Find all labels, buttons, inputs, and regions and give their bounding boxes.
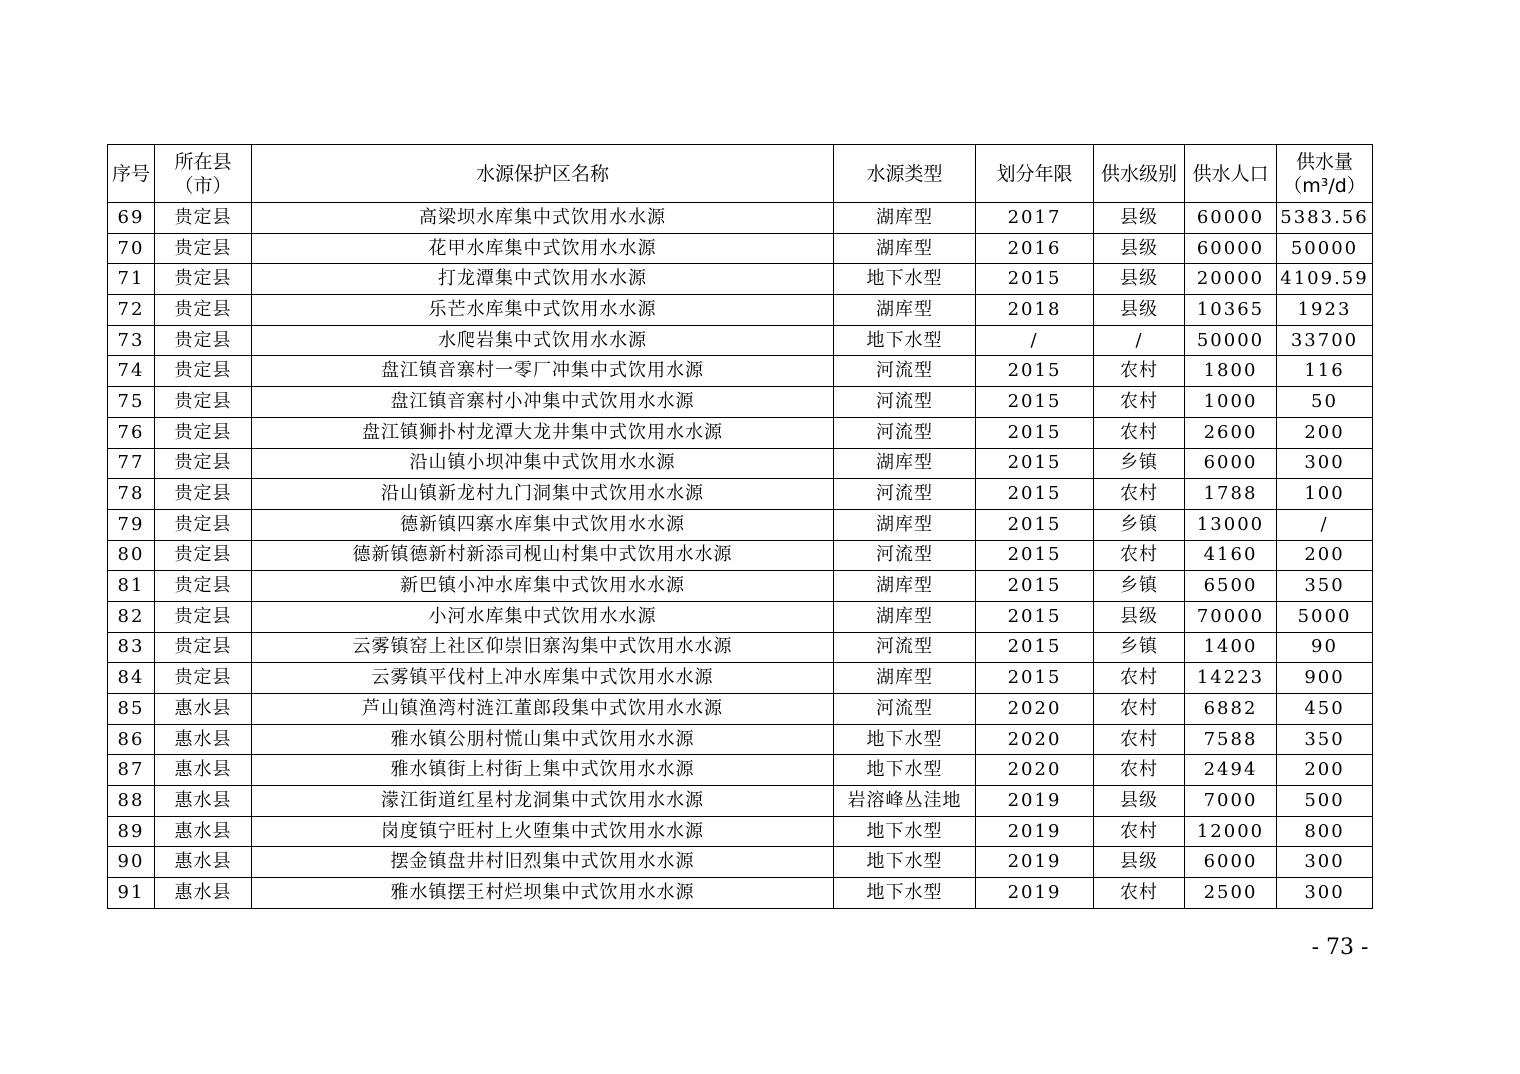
cell-county: 贵定县	[155, 264, 252, 295]
cell-supply-volume: 1923	[1277, 295, 1373, 326]
cell-supply-volume: 5383.56	[1277, 203, 1373, 234]
cell-supply-level: 县级	[1094, 233, 1185, 264]
cell-population: 1400	[1185, 632, 1277, 663]
cell-year: 2019	[976, 878, 1094, 909]
table-row	[108, 417, 1373, 448]
cell-source-type: 湖库型	[834, 448, 976, 479]
header-supply-volume-line: 供水量	[1295, 150, 1353, 173]
cell-supply-level: /	[1094, 325, 1185, 356]
cell-supply-volume: 450	[1277, 694, 1373, 725]
cell-county: 贵定县	[155, 663, 252, 694]
cell-index: 83	[108, 632, 155, 663]
cell-source-type: 湖库型	[834, 233, 976, 264]
cell-year: 2015	[976, 540, 1094, 571]
cell-source-type: 地下水型	[834, 724, 976, 755]
cell-source-type: 湖库型	[834, 601, 976, 632]
cell-source-name: 小河水库集中式饮用水水源	[252, 601, 834, 632]
cell-source-name: 云雾镇平伐村上冲水库集中式饮用水水源	[252, 663, 834, 694]
cell-supply-volume: 5000	[1277, 601, 1373, 632]
cell-supply-volume: 300	[1277, 448, 1373, 479]
cell-index: 72	[108, 295, 155, 326]
cell-population: 70000	[1185, 601, 1277, 632]
cell-index: 75	[108, 387, 155, 418]
cell-county: 贵定县	[155, 325, 252, 356]
cell-supply-volume: 100	[1277, 479, 1373, 510]
cell-year: 2019	[976, 786, 1094, 817]
cell-supply-volume: 116	[1277, 356, 1373, 387]
table-row	[108, 663, 1373, 694]
cell-population: 1800	[1185, 356, 1277, 387]
cell-year: /	[976, 325, 1094, 356]
cell-county: 贵定县	[155, 479, 252, 510]
cell-year: 2015	[976, 601, 1094, 632]
cell-county: 贵定县	[155, 417, 252, 448]
cell-source-name: 新巴镇小冲水库集中式饮用水水源	[252, 571, 834, 602]
table-row	[108, 601, 1373, 632]
cell-index: 85	[108, 694, 155, 725]
cell-county: 惠水县	[155, 694, 252, 725]
cell-population: 6000	[1185, 847, 1277, 878]
cell-supply-level: 农村	[1094, 755, 1185, 786]
header-source-name	[252, 145, 834, 203]
header-county	[155, 145, 252, 203]
cell-county: 惠水县	[155, 755, 252, 786]
cell-source-type: 岩溶峰丛洼地	[834, 786, 976, 817]
cell-source-type: 湖库型	[834, 295, 976, 326]
table-row	[108, 786, 1373, 817]
header-year-line: 划分年限	[996, 162, 1073, 185]
cell-supply-volume: 200	[1277, 755, 1373, 786]
cell-supply-level: 农村	[1094, 387, 1185, 418]
cell-index: 77	[108, 448, 155, 479]
header-index	[108, 145, 155, 203]
table-row	[108, 724, 1373, 755]
cell-supply-volume: 200	[1277, 417, 1373, 448]
cell-source-type: 湖库型	[834, 509, 976, 540]
cell-index: 86	[108, 724, 155, 755]
cell-source-name: 岗度镇宁旺村上火堕集中式饮用水水源	[252, 816, 834, 847]
cell-supply-level: 农村	[1094, 816, 1185, 847]
cell-index: 89	[108, 816, 155, 847]
cell-source-type: 河流型	[834, 356, 976, 387]
cell-population: 12000	[1185, 816, 1277, 847]
cell-index: 81	[108, 571, 155, 602]
cell-county: 贵定县	[155, 295, 252, 326]
cell-source-type: 河流型	[834, 540, 976, 571]
cell-year: 2019	[976, 847, 1094, 878]
cell-source-name: 高梁坝水库集中式饮用水水源	[252, 203, 834, 234]
cell-supply-volume: 300	[1277, 878, 1373, 909]
cell-county: 贵定县	[155, 601, 252, 632]
cell-population: 2500	[1185, 878, 1277, 909]
cell-source-name: 沿山镇新龙村九门洞集中式饮用水水源	[252, 479, 834, 510]
header-supply-volume-line: （m³/d）	[1283, 174, 1366, 197]
cell-population: 60000	[1185, 203, 1277, 234]
table-row	[108, 694, 1373, 725]
cell-index: 87	[108, 755, 155, 786]
cell-year: 2020	[976, 755, 1094, 786]
cell-index: 84	[108, 663, 155, 694]
header-row	[108, 145, 1373, 203]
cell-year: 2015	[976, 632, 1094, 663]
cell-supply-volume: 200	[1277, 540, 1373, 571]
table-row	[108, 295, 1373, 326]
cell-supply-level: 乡镇	[1094, 632, 1185, 663]
header-year	[976, 145, 1094, 203]
cell-source-name: 水爬岩集中式饮用水水源	[252, 325, 834, 356]
cell-source-name: 芦山镇渔湾村涟江董郎段集中式饮用水水源	[252, 694, 834, 725]
cell-index: 91	[108, 878, 155, 909]
table-row	[108, 264, 1373, 295]
cell-supply-volume: 350	[1277, 724, 1373, 755]
cell-population: 7000	[1185, 786, 1277, 817]
cell-county: 贵定县	[155, 448, 252, 479]
cell-population: 6500	[1185, 571, 1277, 602]
water-source-table	[107, 144, 1373, 909]
cell-county: 惠水县	[155, 878, 252, 909]
cell-year: 2019	[976, 816, 1094, 847]
header-source-name-line: 水源保护区名称	[475, 162, 609, 185]
cell-population: 1000	[1185, 387, 1277, 418]
cell-year: 2015	[976, 448, 1094, 479]
cell-source-name: 雅水镇公朋村慌山集中式饮用水水源	[252, 724, 834, 755]
cell-supply-volume: 900	[1277, 663, 1373, 694]
cell-year: 2020	[976, 694, 1094, 725]
cell-population: 1788	[1185, 479, 1277, 510]
table-row	[108, 816, 1373, 847]
cell-index: 70	[108, 233, 155, 264]
cell-supply-level: 县级	[1094, 203, 1185, 234]
cell-supply-level: 乡镇	[1094, 448, 1185, 479]
cell-source-name: 雅水镇摆王村烂坝集中式饮用水水源	[252, 878, 834, 909]
table-row	[108, 448, 1373, 479]
cell-year: 2015	[976, 479, 1094, 510]
table-row	[108, 755, 1373, 786]
cell-county: 惠水县	[155, 786, 252, 817]
cell-index: 79	[108, 509, 155, 540]
cell-source-name: 德新镇四寨水库集中式饮用水水源	[252, 509, 834, 540]
cell-supply-level: 农村	[1094, 417, 1185, 448]
cell-source-type: 湖库型	[834, 203, 976, 234]
table-row	[108, 387, 1373, 418]
cell-supply-volume: 90	[1277, 632, 1373, 663]
cell-population: 4160	[1185, 540, 1277, 571]
cell-index: 71	[108, 264, 155, 295]
cell-source-name: 打龙潭集中式饮用水水源	[252, 264, 834, 295]
cell-year: 2017	[976, 203, 1094, 234]
cell-population: 14223	[1185, 663, 1277, 694]
header-supply-level-line: 供水级别	[1100, 162, 1177, 185]
cell-index: 76	[108, 417, 155, 448]
header-population-line: 供水人口	[1192, 162, 1269, 185]
header-county-line: 所在县	[174, 150, 232, 173]
cell-supply-level: 县级	[1094, 786, 1185, 817]
cell-supply-level: 农村	[1094, 479, 1185, 510]
header-index-line: 序号	[111, 162, 150, 185]
table-row	[108, 479, 1373, 510]
cell-supply-level: 农村	[1094, 878, 1185, 909]
cell-county: 贵定县	[155, 233, 252, 264]
cell-source-name: 德新镇德新村新添司枧山村集中式饮用水水源	[252, 540, 834, 571]
table-row	[108, 632, 1373, 663]
cell-year: 2018	[976, 295, 1094, 326]
header-supply-volume	[1277, 145, 1373, 203]
cell-supply-level: 县级	[1094, 264, 1185, 295]
cell-supply-volume: 350	[1277, 571, 1373, 602]
cell-supply-level: 县级	[1094, 847, 1185, 878]
header-source-type	[834, 145, 976, 203]
cell-source-type: 地下水型	[834, 847, 976, 878]
cell-population: 6000	[1185, 448, 1277, 479]
table-row	[108, 509, 1373, 540]
cell-source-type: 地下水型	[834, 878, 976, 909]
cell-supply-volume: 800	[1277, 816, 1373, 847]
header-supply-level	[1094, 145, 1185, 203]
cell-index: 80	[108, 540, 155, 571]
cell-index: 73	[108, 325, 155, 356]
cell-supply-level: 乡镇	[1094, 509, 1185, 540]
cell-index: 88	[108, 786, 155, 817]
cell-year: 2015	[976, 356, 1094, 387]
cell-supply-volume: 33700	[1277, 325, 1373, 356]
cell-source-name: 盘江镇音寨村一零厂冲集中式饮用水源	[252, 356, 834, 387]
table-row	[108, 203, 1373, 234]
header-county-line: （市）	[174, 174, 232, 197]
cell-supply-volume: /	[1277, 509, 1373, 540]
cell-source-type: 地下水型	[834, 755, 976, 786]
cell-county: 贵定县	[155, 540, 252, 571]
table-row	[108, 847, 1373, 878]
cell-population: 20000	[1185, 264, 1277, 295]
cell-year: 2015	[976, 509, 1094, 540]
cell-county: 惠水县	[155, 847, 252, 878]
cell-supply-level: 农村	[1094, 663, 1185, 694]
cell-year: 2015	[976, 571, 1094, 602]
page-number: - 73 -	[1311, 935, 1369, 960]
cell-supply-volume: 500	[1277, 786, 1373, 817]
cell-year: 2015	[976, 663, 1094, 694]
cell-index: 69	[108, 203, 155, 234]
cell-population: 10365	[1185, 295, 1277, 326]
table-row	[108, 878, 1373, 909]
cell-source-type: 湖库型	[834, 663, 976, 694]
cell-source-type: 地下水型	[834, 325, 976, 356]
cell-index: 74	[108, 356, 155, 387]
cell-source-name: 雅水镇街上村街上集中式饮用水水源	[252, 755, 834, 786]
cell-supply-volume: 4109.59	[1277, 264, 1373, 295]
cell-county: 贵定县	[155, 632, 252, 663]
cell-supply-level: 农村	[1094, 724, 1185, 755]
cell-supply-level: 农村	[1094, 694, 1185, 725]
cell-source-name: 乐芒水库集中式饮用水水源	[252, 295, 834, 326]
cell-source-type: 河流型	[834, 694, 976, 725]
cell-source-name: 摆金镇盘井村旧烈集中式饮用水水源	[252, 847, 834, 878]
header-source-type-line: 水源类型	[866, 162, 943, 185]
cell-supply-volume: 50	[1277, 387, 1373, 418]
cell-source-type: 河流型	[834, 479, 976, 510]
cell-source-name: 盘江镇狮扑村龙潭大龙井集中式饮用水水源	[252, 417, 834, 448]
cell-year: 2015	[976, 264, 1094, 295]
cell-source-type: 地下水型	[834, 264, 976, 295]
header-population	[1185, 145, 1277, 203]
cell-population: 50000	[1185, 325, 1277, 356]
cell-population: 7588	[1185, 724, 1277, 755]
cell-source-name: 花甲水库集中式饮用水水源	[252, 233, 834, 264]
table-row	[108, 356, 1373, 387]
cell-index: 82	[108, 601, 155, 632]
cell-supply-level: 县级	[1094, 601, 1185, 632]
cell-index: 90	[108, 847, 155, 878]
table-header	[108, 145, 1373, 203]
cell-source-type: 河流型	[834, 387, 976, 418]
table-row	[108, 233, 1373, 264]
cell-supply-level: 乡镇	[1094, 571, 1185, 602]
cell-year: 2015	[976, 387, 1094, 418]
cell-source-name: 濛江街道红星村龙洞集中式饮用水水源	[252, 786, 834, 817]
cell-year: 2015	[976, 417, 1094, 448]
cell-population: 2494	[1185, 755, 1277, 786]
cell-source-type: 湖库型	[834, 571, 976, 602]
cell-source-type: 地下水型	[834, 816, 976, 847]
cell-population: 13000	[1185, 509, 1277, 540]
cell-source-type: 河流型	[834, 632, 976, 663]
cell-supply-level: 农村	[1094, 356, 1185, 387]
cell-year: 2016	[976, 233, 1094, 264]
cell-source-type: 河流型	[834, 417, 976, 448]
cell-population: 6882	[1185, 694, 1277, 725]
cell-supply-level: 农村	[1094, 540, 1185, 571]
table-row	[108, 325, 1373, 356]
cell-population: 2600	[1185, 417, 1277, 448]
cell-year: 2020	[976, 724, 1094, 755]
cell-source-name: 云雾镇窑上社区仰崇旧寨沟集中式饮用水水源	[252, 632, 834, 663]
cell-county: 贵定县	[155, 509, 252, 540]
table-body	[108, 203, 1373, 909]
cell-county: 贵定县	[155, 387, 252, 418]
cell-supply-volume: 50000	[1277, 233, 1373, 264]
cell-county: 惠水县	[155, 724, 252, 755]
cell-source-name: 沿山镇小坝冲集中式饮用水水源	[252, 448, 834, 479]
cell-population: 60000	[1185, 233, 1277, 264]
cell-county: 惠水县	[155, 816, 252, 847]
cell-index: 78	[108, 479, 155, 510]
cell-supply-level: 县级	[1094, 295, 1185, 326]
table-row	[108, 540, 1373, 571]
cell-county: 贵定县	[155, 356, 252, 387]
cell-supply-volume: 300	[1277, 847, 1373, 878]
table-row	[108, 571, 1373, 602]
cell-source-name: 盘江镇音寨村小冲集中式饮用水水源	[252, 387, 834, 418]
cell-county: 贵定县	[155, 203, 252, 234]
cell-county: 贵定县	[155, 571, 252, 602]
